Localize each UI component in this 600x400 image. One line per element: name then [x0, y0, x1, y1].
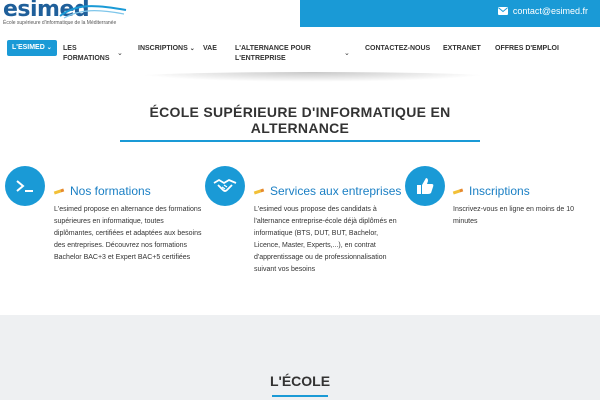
- contact-email-link[interactable]: [498, 6, 588, 16]
- nav-label: VAE: [203, 45, 217, 52]
- nav-item-extranet[interactable]: [443, 44, 481, 54]
- feature-description: L'esimed vous propose des candidats à l'alternance entreprise-école déjà diplômés en informatique (BTS, DUT, BUT, Bachelor, Licence, Master, Experts,...), en contrat d'apprentissage ou de professionnalisation suivant vos besoins: [254, 206, 397, 273]
- pencil-icon: [453, 188, 463, 194]
- nav-item-vae[interactable]: [203, 44, 217, 54]
- chevron-down-icon[interactable]: ⌄: [344, 50, 350, 57]
- feature-title-link[interactable]: [254, 184, 401, 198]
- nav-item-contact[interactable]: [365, 44, 430, 54]
- main-nav: [0, 38, 600, 68]
- title-underline: [120, 140, 480, 142]
- feature-title-link[interactable]: [453, 184, 530, 198]
- contact-bar: [300, 0, 600, 27]
- logo-tagline: École supérieure d'informatique de la Méditerranée: [3, 20, 117, 26]
- nav-label: EXTRANET: [443, 45, 481, 52]
- nav-item-offres-emploi[interactable]: [495, 44, 559, 54]
- pencil-icon: [54, 188, 64, 194]
- terminal-icon: [5, 166, 45, 206]
- page-title: ÉCOLE SUPÉRIEURE D'INFORMATIQUE EN ALTERNANCE: [149, 104, 451, 136]
- nav-item-esimed[interactable]: [7, 40, 57, 56]
- logo[interactable]: [0, 0, 300, 30]
- handshake-icon: [205, 166, 245, 206]
- feature-title: Inscriptions: [469, 184, 530, 198]
- chevron-down-icon[interactable]: ⌄: [117, 50, 123, 57]
- nav-label: LES FORMATIONS: [63, 45, 110, 62]
- contact-email: contact@esimed.fr: [512, 6, 588, 16]
- pencil-icon: [254, 188, 264, 194]
- top-bar: [0, 0, 600, 30]
- feature-title-link[interactable]: [54, 184, 151, 198]
- feature-description: Inscrivez-vous en ligne en moins de 10 minutes: [453, 206, 575, 225]
- section-title-underline: [272, 395, 328, 397]
- logo-wordmark: esimed: [3, 0, 90, 22]
- feature-title: Services aux entreprises: [270, 184, 402, 198]
- nav-item-inscriptions[interactable]: [138, 44, 195, 54]
- nav-item-formations[interactable]: [63, 44, 113, 64]
- logo-wave-icon: [58, 2, 128, 20]
- nav-label: INSCRIPTIONS: [138, 45, 188, 52]
- section-title: L'ÉCOLE: [269, 373, 331, 389]
- feature-description: L'esimed propose en alternance des formations supérieures en informatique, toutes diplômantes, certifiées et adaptées aux besoins des entreprises. Découvrez nos formations Bachelor BAC+3 et Expert BAC+5 certifiées: [54, 206, 202, 261]
- nav-shadow-divider: [130, 72, 495, 82]
- thumbs-up-icon: [405, 166, 445, 206]
- chevron-down-icon: ⌄: [46, 45, 52, 51]
- nav-label: CONTACTEZ-NOUS: [365, 45, 431, 52]
- chevron-down-icon: ⌄: [189, 46, 195, 52]
- feature-title: Nos formations: [70, 184, 151, 198]
- nav-label: L'ALTERNANCE POUR L'ENTREPRISE: [235, 45, 311, 62]
- nav-label: L'ESIMED: [12, 44, 45, 51]
- envelope-icon: [498, 7, 508, 15]
- nav-item-alternance[interactable]: [235, 44, 335, 64]
- nav-label: OFFRES D'EMPLOI: [495, 45, 559, 52]
